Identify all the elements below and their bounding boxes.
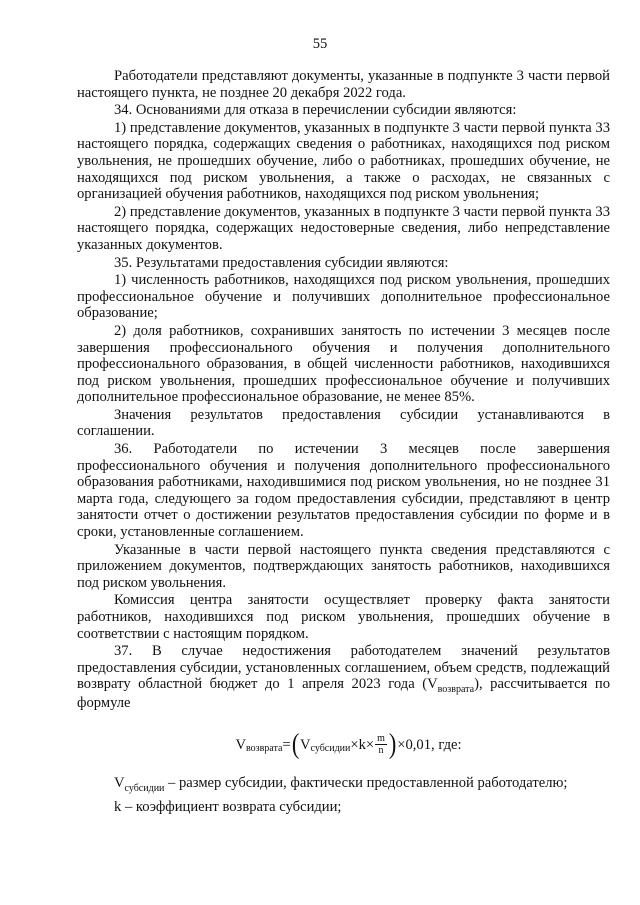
paragraph: Значения результатов предоставления субсидии устанавливаются в соглашении. [77,406,610,440]
fraction-denominator: n [378,745,384,757]
paragraph: Работодатели представляют документы, указанные в подпункте 3 части первой настоящего пункта, не позднее 20 декабря 2022 года. [77,68,610,101]
paragraph: 34. Основаниями для отказа в перечислении субсидии являются: [114,102,517,119]
paragraph-37 [77,643,610,711]
p37-subscript: возврата [437,684,475,696]
paragraph: 2) представление документов, указанных в подпункте 3 части первой пункта 33 настоящего порядка, содержащих недостоверные сведения, либо непредставление указанных документов. [77,203,610,253]
paragraph: Указанные в части первой настоящего пункта сведения представляются с приложением документов, подтверждающих занятость работников, находившихся под риском увольнения. [77,541,610,591]
paragraph: 35. Результатами предоставления субсидии являются: [114,254,449,271]
body-text [77,68,610,818]
paragraph: 1) численность работников, находящихся под риском увольнения, прошедших профессиональное обучение и получивших дополнительное профессиональное образование; [77,272,610,322]
formula-open-paren: ( [291,728,300,760]
paragraph: 1) представление документов, указанных в подпункте 3 части первой пункта 33 настоящего порядка, содержащих сведения о работниках, находящихся под риском увольнения, не прошедших обучение, либо о работниках, прошедших обучение, не находящихся под риском увольнения, а также о расходах, не связанных с организацией обучения работников, находящихся под риском увольнения; [77,119,610,203]
def-symbol-sub: субсидии [124,782,165,794]
p37-text: 37. В случае недостижения работодателем значений результатов предоставления субсидии, установленных соглашением, объем средств, подлежащий возврату областной бюджет до 1 апреля 2023 года (V [77,643,610,693]
formula-v2: V [299,736,311,753]
formula-v: V [235,736,246,753]
def-symbol: V [114,774,125,791]
paragraph: Комиссия центра занятости осуществляет проверку факта занятости работников, находившихся под риском увольнения, прошедших обучение в соответствии с настоящим порядком. [77,592,610,642]
def-text: – коэффициент возврата субсидии; [121,798,342,815]
p37-tail: ), рассчитывается по формуле [77,676,610,711]
formula-v-sub: возврата [245,742,283,754]
formula-close-paren: ) [388,728,397,760]
definition-v-subsidy [77,772,610,796]
fraction-numerator: m [377,733,385,745]
formula-times-k: ×k× [350,736,375,753]
definition-k [77,796,610,818]
formula-tail: ×0,01, где: [397,736,462,753]
paragraph: 36. Работодатели по истечении 3 месяцев после завершения профессионального обучения и получения дополнительного профессионального образования работниками, находившимися под риском увольнения, но не позднее 31 марта года, следующего за годом предоставления субсидии, представляют в центр занятости отчет о достижении результатов предоставления субсидии по форме и в сроки, установленные соглашением. [77,441,610,541]
def-symbol: k [114,798,122,815]
page-number: 55 [312,36,328,52]
refund-formula [77,730,610,760]
formula-equals: = [282,736,291,753]
paragraph: 2) доля работников, сохранивших занятость по истечении 3 месяцев после завершения профессионального обучения и получения дополнительного профессионального образования, в общей численности работников, находившихся под риском увольнения, прошедших профессиональное обучение и получивших дополнительное профессиональное образование, не менее 85%. [77,322,610,406]
formula-fraction [375,733,387,756]
def-text: – размер субсидии, фактически предоставленной работодателю; [164,774,568,791]
formula-v2-sub: субсидии [310,742,351,754]
